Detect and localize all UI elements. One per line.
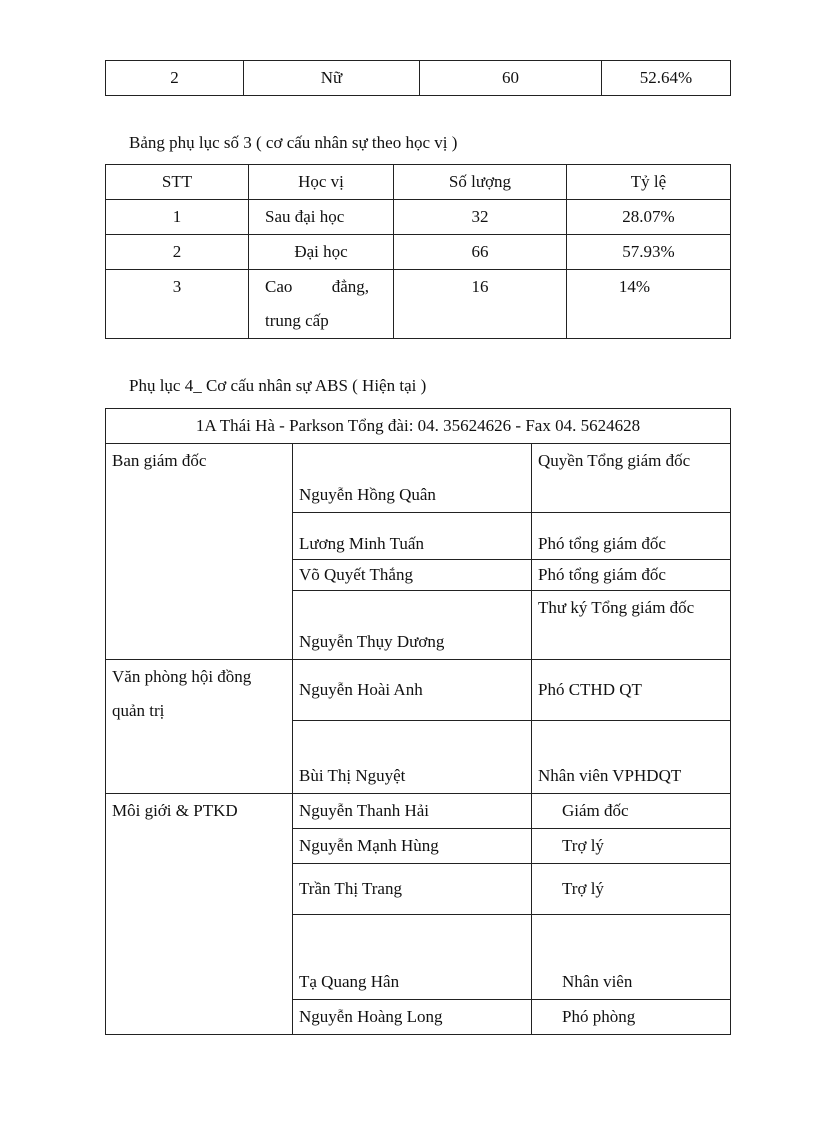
row-degree: Cao đẳng, trung cấp bbox=[249, 270, 394, 339]
org-header: 1A Thái Hà - Parkson Tổng đài: 04. 35624626 - Fax 04. 5624628 bbox=[106, 409, 731, 444]
gender-ratio: 52.64% bbox=[602, 61, 731, 96]
staff-name: Nguyễn Thụy Dương bbox=[293, 591, 532, 660]
row-degree: Đại học bbox=[249, 235, 394, 270]
table-row bbox=[106, 270, 731, 339]
row-ratio: 28.07% bbox=[567, 200, 731, 235]
degree-table bbox=[105, 164, 731, 339]
staff-title: Phó CTHD QT bbox=[532, 660, 731, 721]
row-stt: 2 bbox=[106, 235, 249, 270]
row-ratio: 57.93% bbox=[567, 235, 731, 270]
staff-name: Võ Quyết Thắng bbox=[293, 560, 532, 591]
staff-name: Nguyễn Hồng Quân bbox=[293, 444, 532, 513]
table-row bbox=[106, 200, 731, 235]
row-count: 66 bbox=[394, 235, 567, 270]
staff-name: Trần Thị Trang bbox=[293, 864, 532, 915]
department-name: Văn phòng hội đồng quản trị bbox=[106, 660, 293, 794]
row-ratio: 14% bbox=[567, 270, 731, 339]
staff-title: Nhân viên VPHDQT bbox=[532, 721, 731, 794]
staff-title: Phó tổng giám đốc bbox=[532, 513, 731, 560]
staff-title: Quyền Tổng giám đốc bbox=[532, 444, 731, 513]
row-stt: 3 bbox=[106, 270, 249, 339]
gender-count: 60 bbox=[420, 61, 602, 96]
staff-name: Nguyễn Thanh Hải bbox=[293, 794, 532, 829]
staff-name: Bùi Thị Nguyệt bbox=[293, 721, 532, 794]
org-table bbox=[105, 408, 731, 1035]
gender-table bbox=[105, 60, 731, 96]
staff-title: Phó phòng bbox=[532, 1000, 731, 1035]
table-header-row bbox=[106, 165, 731, 200]
row-stt: 1 bbox=[106, 200, 249, 235]
staff-name: Tạ Quang Hân bbox=[293, 915, 532, 1000]
staff-name: Nguyễn Hoàng Long bbox=[293, 1000, 532, 1035]
gender-label: Nữ bbox=[244, 61, 420, 96]
header-stt: STT bbox=[106, 165, 249, 200]
staff-title: Giám đốc bbox=[532, 794, 731, 829]
appendix4-caption: Phụ lục 4_ Cơ cấu nhân sự ABS ( Hiện tại ) bbox=[129, 376, 427, 395]
appendix3-caption: Bảng phụ lục số 3 ( cơ cấu nhân sự theo học vị ) bbox=[129, 133, 458, 152]
row-degree: Sau đại học bbox=[249, 200, 394, 235]
staff-name: Nguyễn Mạnh Hùng bbox=[293, 829, 532, 864]
table-row bbox=[106, 61, 731, 96]
staff-title: Phó tổng giám đốc bbox=[532, 560, 731, 591]
department-name: Ban giám đốc bbox=[106, 444, 293, 660]
staff-name: Lương Minh Tuấn bbox=[293, 513, 532, 560]
row-count: 16 bbox=[394, 270, 567, 339]
staff-title: Thư ký Tổng giám đốc bbox=[532, 591, 731, 660]
header-count: Số lượng bbox=[394, 165, 567, 200]
org-header-row bbox=[106, 409, 731, 444]
header-degree: Học vị bbox=[249, 165, 394, 200]
row-count: 32 bbox=[394, 200, 567, 235]
table-row bbox=[106, 235, 731, 270]
staff-title: Trợ lý bbox=[532, 864, 731, 915]
table-row bbox=[106, 794, 731, 829]
gender-stt: 2 bbox=[106, 61, 244, 96]
staff-title: Trợ lý bbox=[532, 829, 731, 864]
department-name: Môi giới & PTKD bbox=[106, 794, 293, 1035]
staff-name: Nguyễn Hoài Anh bbox=[293, 660, 532, 721]
staff-title: Nhân viên bbox=[532, 915, 731, 1000]
table-row bbox=[106, 660, 731, 721]
header-ratio: Tỷ lệ bbox=[567, 165, 731, 200]
table-row bbox=[106, 444, 731, 513]
